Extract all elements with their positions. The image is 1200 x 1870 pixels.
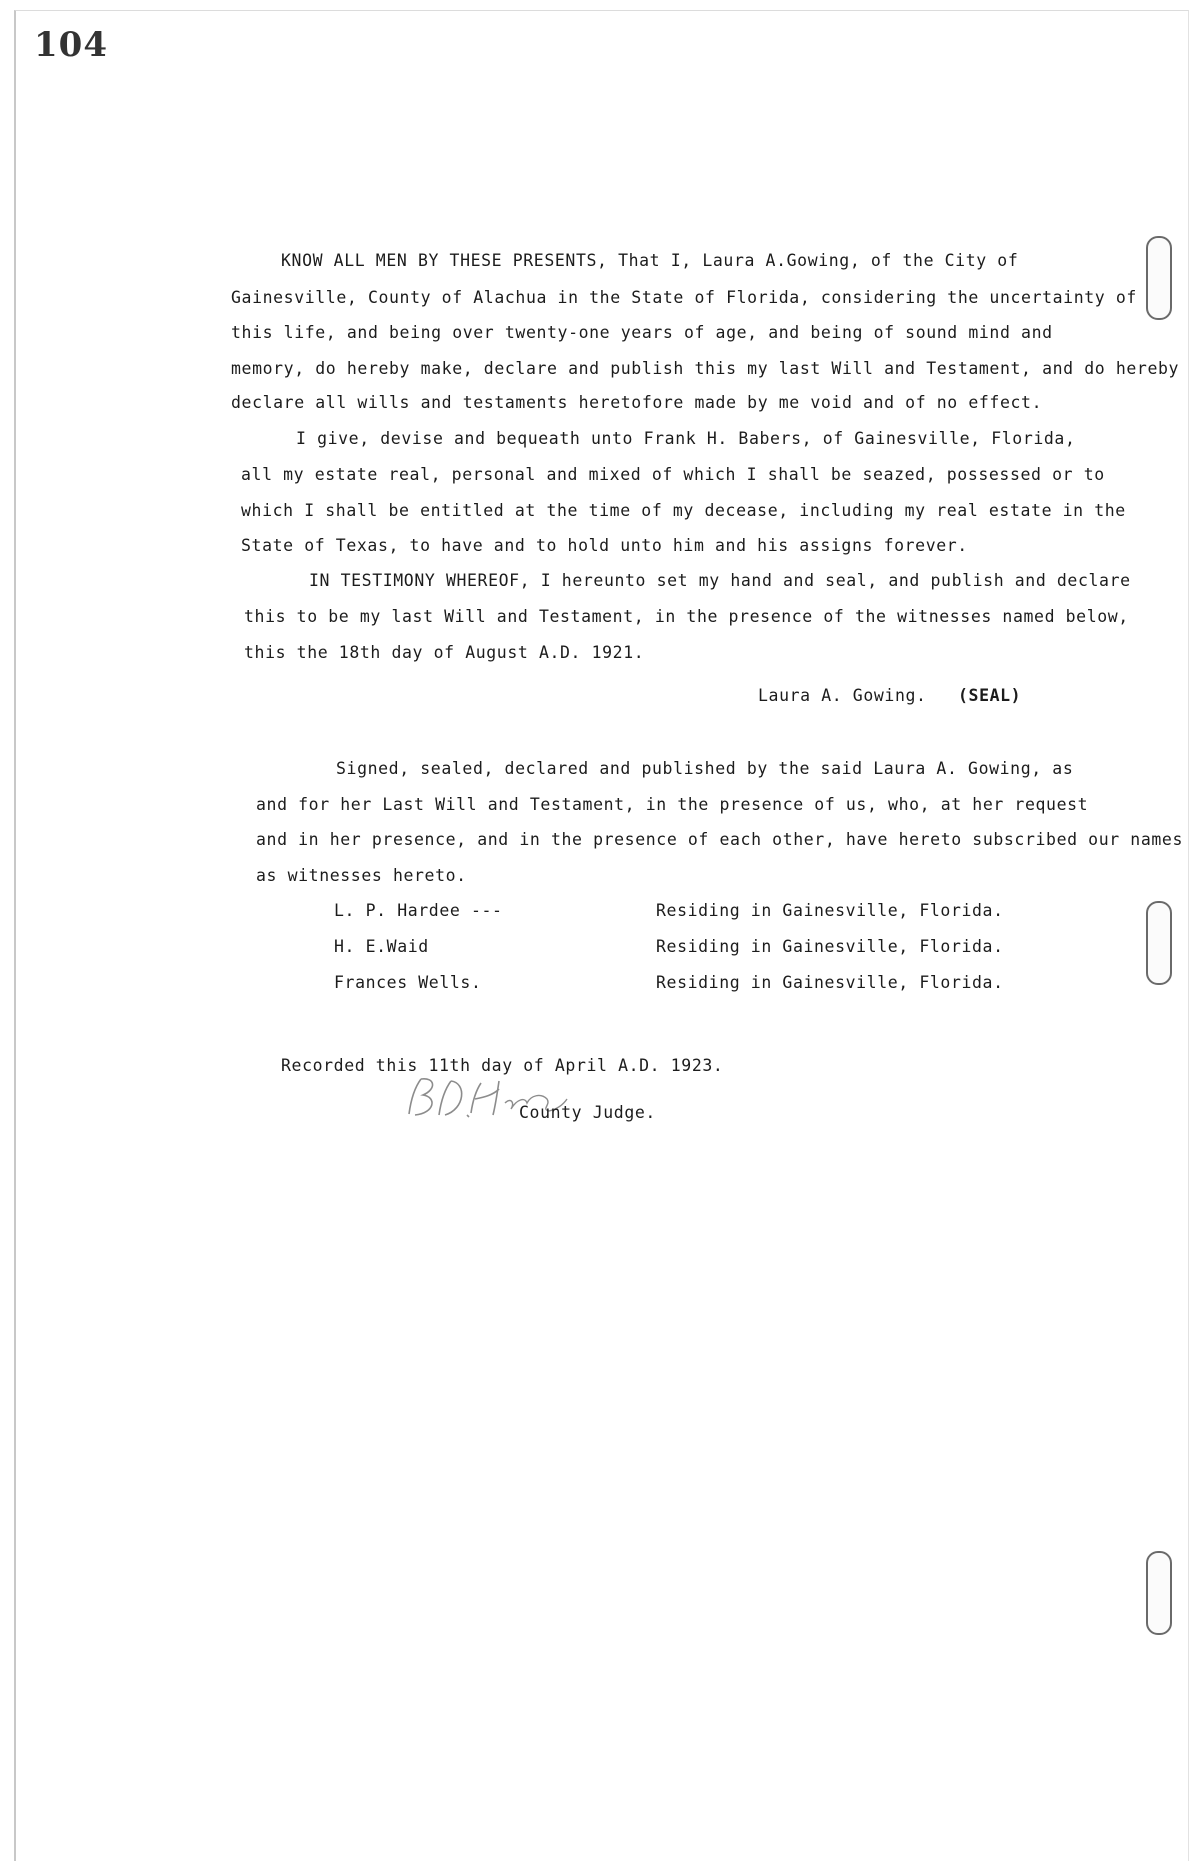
binder-hole-top (1146, 236, 1172, 320)
page-number: 104 (34, 25, 108, 65)
witness-name: L. P. Hardee --- (334, 901, 503, 920)
attestation-line-1: Signed, sealed, declared and published by the said Laura A. Gowing, as (336, 759, 1074, 778)
witness-name: Frances Wells. (334, 973, 482, 992)
paragraph-2-line-3: which I shall be entitled at the time of my decease, including my real estate in the (241, 501, 1126, 520)
paragraph-3-line-2: this to be my last Will and Testament, in the presence of the witnesses named below, (244, 607, 1129, 626)
binder-hole-middle (1146, 901, 1172, 985)
seal-label: (SEAL) (958, 686, 1022, 705)
attestation-line-2: and for her Last Will and Testament, in the presence of us, who, at her request (256, 795, 1089, 814)
attestation-line-3: and in her presence, and in the presence of each other, have hereto subscribed our names (256, 830, 1183, 849)
paragraph-1-line-2: Gainesville, County of Alachua in the State of Florida, considering the uncertainty of (231, 288, 1137, 307)
paragraph-3-line-1: IN TESTIMONY WHEREOF, I hereunto set my hand and seal, and publish and declare (309, 571, 1131, 590)
attestation-line-4: as witnesses hereto. (256, 866, 467, 885)
witness-residence: Residing in Gainesville, Florida. (656, 901, 1004, 920)
witness-name: H. E.Waid (334, 937, 429, 956)
paragraph-1-line-4: memory, do hereby make, declare and publish this my last Will and Testament, and do hereby (231, 359, 1180, 378)
witness-residence: Residing in Gainesville, Florida. (656, 973, 1004, 992)
paragraph-2-line-1: I give, devise and bequeath unto Frank H. Babers, of Gainesville, Florida, (296, 429, 1076, 448)
testator-signature: Laura A. Gowing. (758, 686, 927, 705)
will-record-page (14, 10, 1189, 1861)
paragraph-1-line-3: this life, and being over twenty-one years of age, and being of sound mind and (231, 323, 1053, 342)
paragraph-1-line-5: declare all wills and testaments heretofore made by me void and of no effect. (231, 393, 1043, 412)
paragraph-3-line-3: this the 18th day of August A.D. 1921. (244, 643, 645, 662)
judge-title: County Judge. (519, 1103, 656, 1122)
witness-residence: Residing in Gainesville, Florida. (656, 937, 1004, 956)
binder-hole-bottom (1146, 1551, 1172, 1635)
paragraph-1-line-1: KNOW ALL MEN BY THESE PRESENTS, That I, Laura A.Gowing, of the City of (281, 251, 1019, 270)
recorded-line: Recorded this 11th day of April A.D. 1923. (281, 1056, 724, 1075)
paragraph-2-line-2: all my estate real, personal and mixed of which I shall be seazed, possessed or to (241, 465, 1105, 484)
paragraph-2-line-4: State of Texas, to have and to hold unto him and his assigns forever. (241, 536, 968, 555)
